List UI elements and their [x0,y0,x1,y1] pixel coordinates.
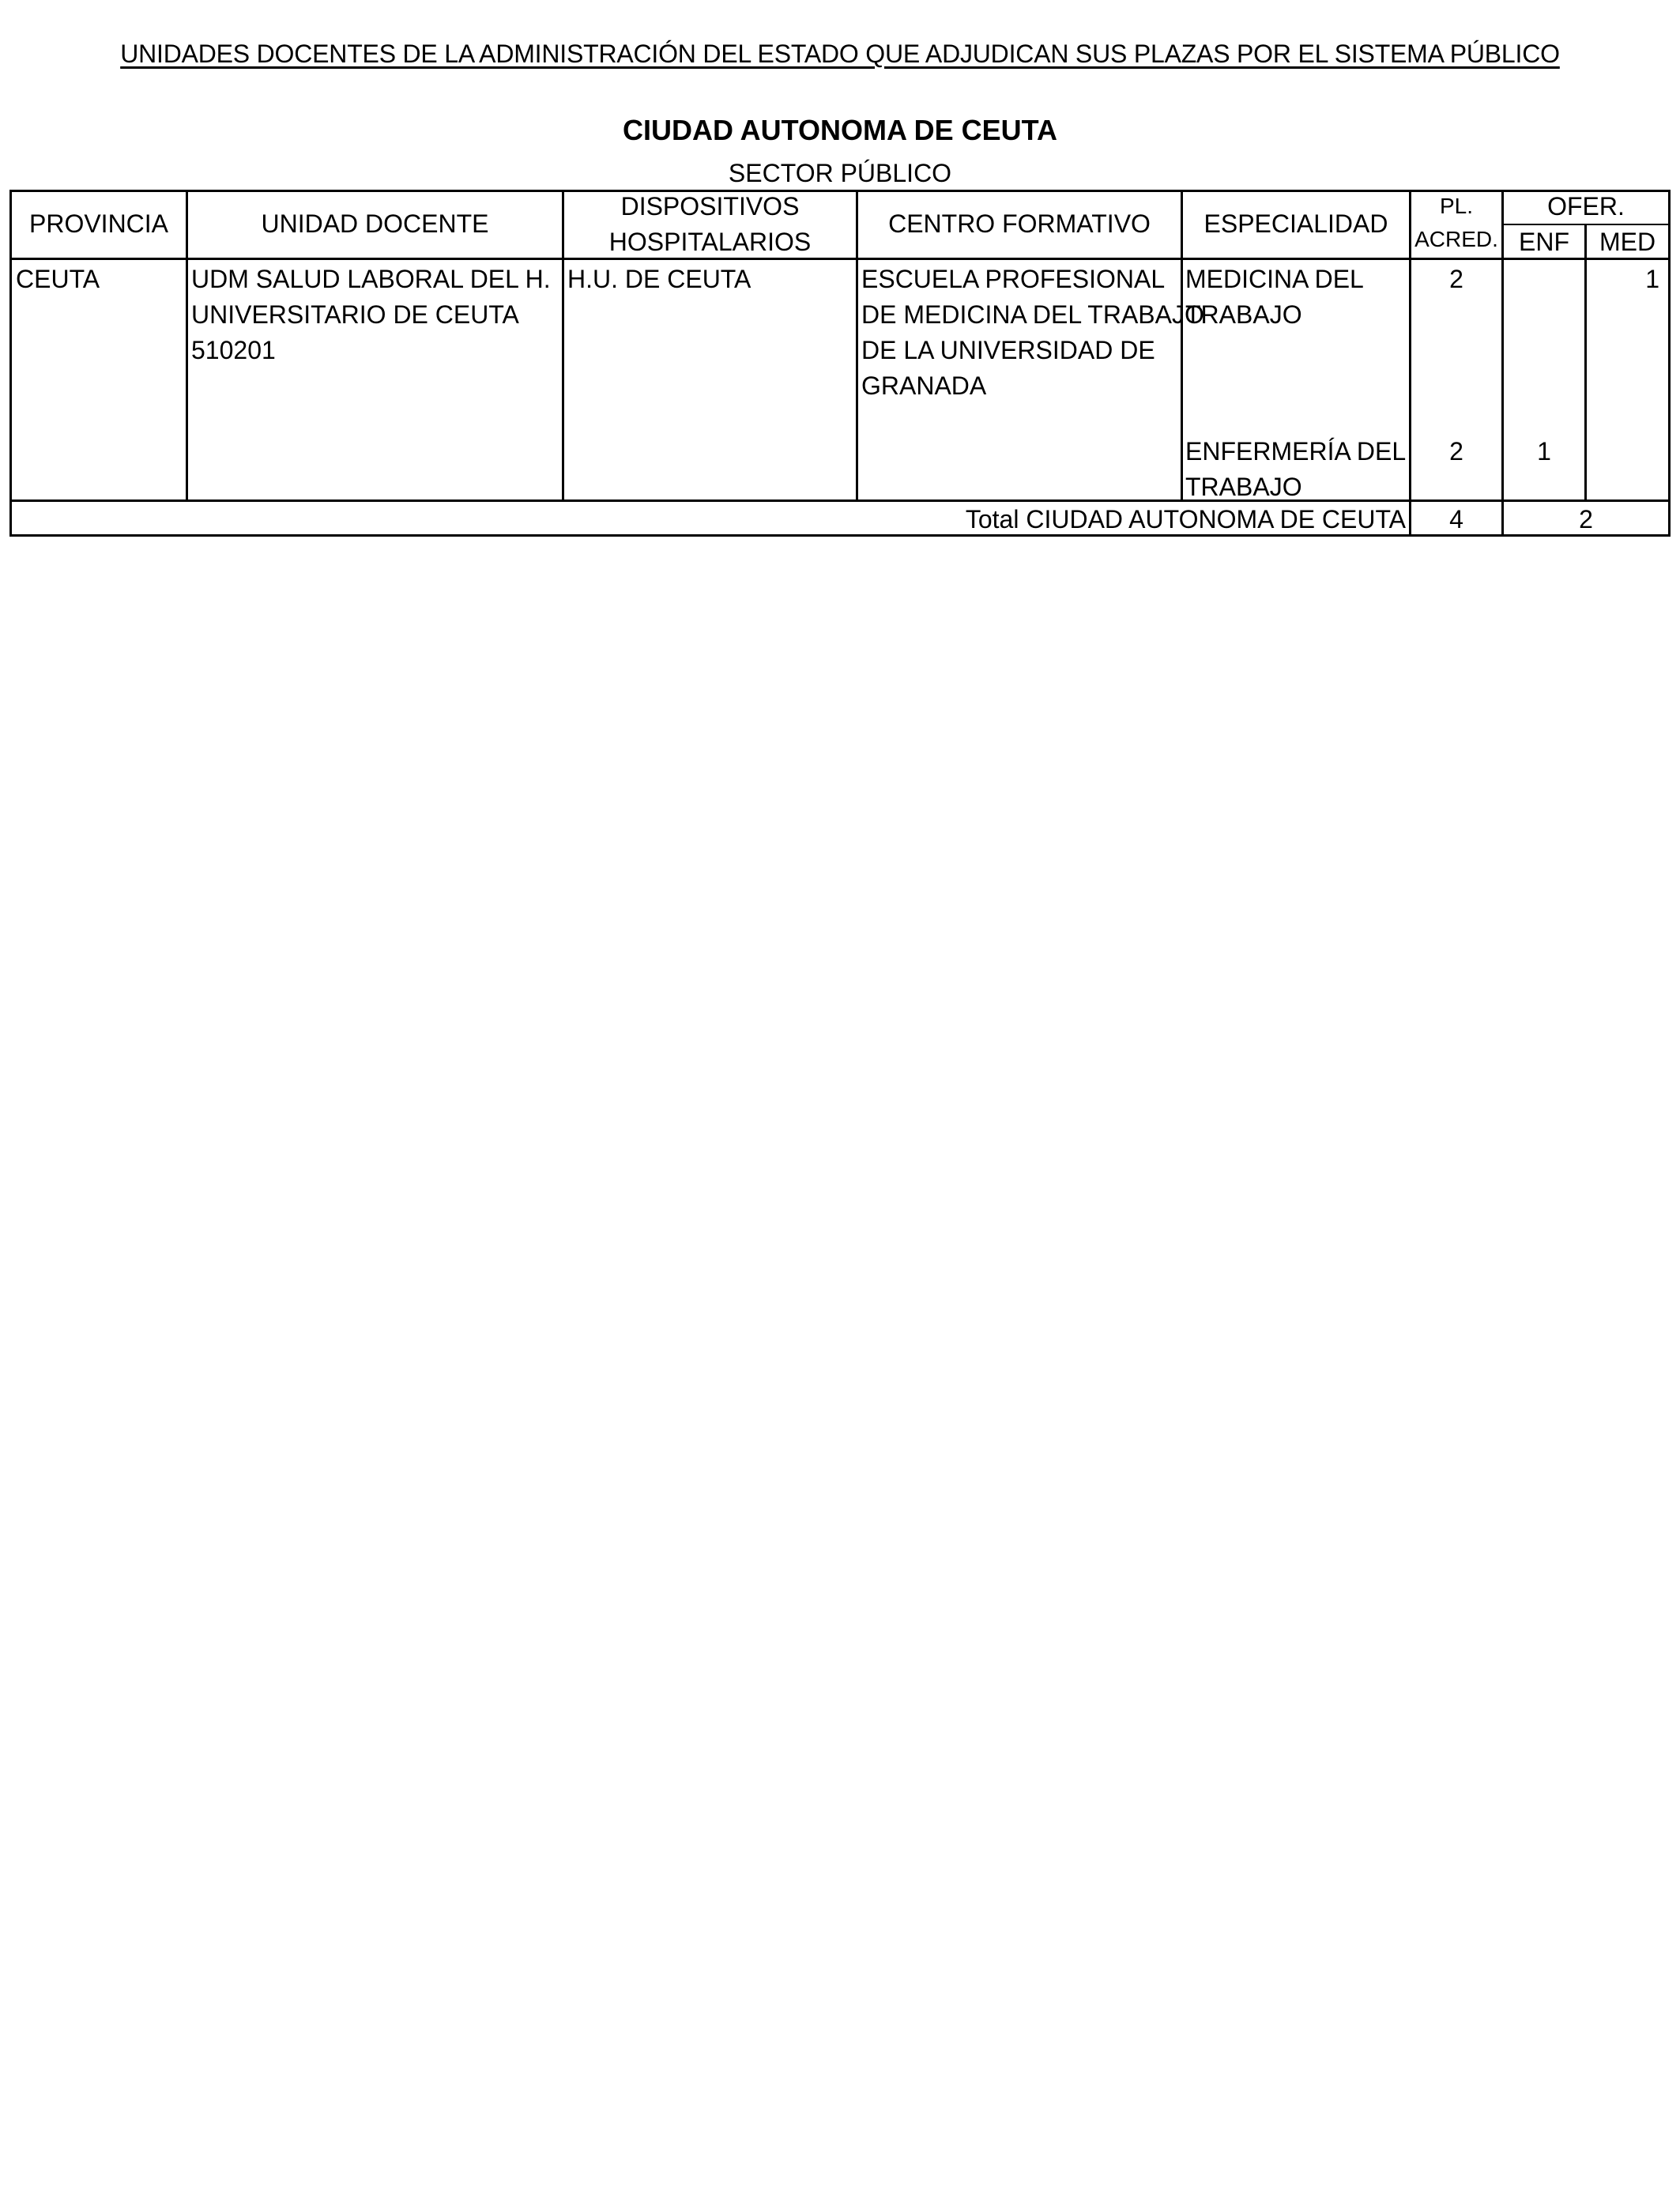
sector-title: SECTOR PÚBLICO [728,159,952,187]
header-unidad-docente: UNIDAD DOCENTE [261,209,489,238]
header-pl-line2: ACRED. [1414,227,1498,251]
table-border-right [1668,190,1671,537]
cell-unidad-docente-line3: 510201 [191,336,276,364]
region-title: CIUDAD AUTONOMA DE CEUTA [623,114,1057,146]
cell-unidad-docente-line1: UDM SALUD LABORAL DEL H. [191,265,551,293]
header-provincia: PROVINCIA [28,209,169,238]
header-ofer: OFER. [1547,192,1625,221]
header-med: MED [1599,228,1656,256]
cell-especialidad-1-line1: MEDICINA DEL [1185,265,1364,293]
header-dispositivos-line1: DISPOSITIVOS [620,192,800,221]
cell-centro-line4: GRANADA [861,371,987,400]
cell-especialidad-2-line1: ENFERMERÍA DEL [1185,437,1407,466]
cell-centro-line2: DE MEDICINA DEL TRABAJO [861,300,1204,329]
header-pl-line1: PL. [1439,194,1474,218]
cell-enf-2: 1 [1537,437,1551,466]
cell-unidad-docente-line2: UNIVERSITARIO DE CEUTA [191,300,519,329]
cell-provincia: CEUTA [16,265,100,293]
cell-especialidad-2-line2: TRABAJO [1185,473,1302,501]
cell-centro-line3: DE LA UNIVERSIDAD DE [861,336,1155,364]
total-pl-acred: 4 [1449,505,1463,533]
main-title: UNIDADES DOCENTES DE LA ADMINISTRACIÓN DEL ESTADO QUE ADJUDICAN SUS PLAZAS POR EL SISTEMA PÚBLICO [120,40,1560,68]
total-label: Total CIUDAD AUTONOMA DE CEUTA [965,505,1406,533]
total-ofer: 2 [1579,505,1593,533]
header-especialidad: ESPECIALIDAD [1203,209,1388,238]
header-dispositivos-line2: HOSPITALARIOS [608,228,812,256]
cell-dispositivos: H.U. DE CEUTA [567,265,751,293]
cell-especialidad-1-line2: TRABAJO [1185,300,1302,329]
header-enf: ENF [1519,228,1569,256]
cell-pl-acred-1: 2 [1449,265,1463,293]
cell-pl-acred-2: 2 [1449,437,1463,466]
header-centro-formativo: CENTRO FORMATIVO [888,209,1151,238]
cell-med-1: 1 [1645,265,1659,293]
cell-centro-line1: ESCUELA PROFESIONAL [861,265,1166,293]
